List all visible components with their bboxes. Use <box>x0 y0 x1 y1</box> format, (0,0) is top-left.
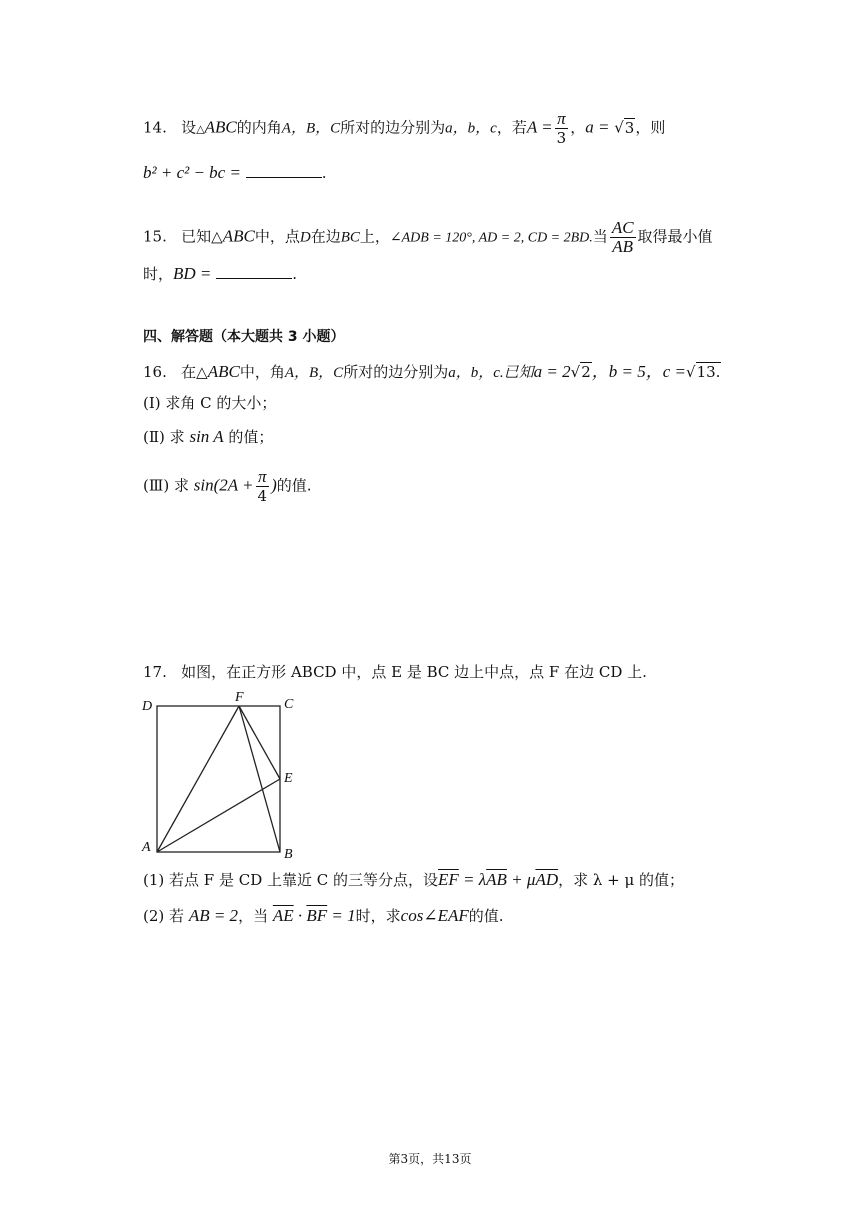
vector-ab: $\overline{AB}$ <box>486 870 507 889</box>
q14-line1: 14. 设△ABC的内角A，B，C所对的边分别为a，b，c，若A = $\frac{\pi}{3}$ ，a = √3，则 <box>143 109 666 147</box>
q15-bc: BC <box>340 229 360 246</box>
q14-cond-a: A = <box>526 117 553 137</box>
q14-text: ，若 <box>496 118 527 137</box>
label-a: A <box>142 840 151 855</box>
q15-bd: BD = <box>173 264 212 283</box>
q17-number: 17. <box>143 663 167 681</box>
q16-part2 <box>143 427 273 447</box>
q17-ab-eq: AB = 2 <box>188 906 239 925</box>
q14-vars: A，B，C <box>281 120 341 137</box>
q14-cond-side: a = <box>585 117 610 137</box>
q16-text: c.已知 <box>493 365 534 381</box>
q15-text: 上， <box>359 227 390 246</box>
segment-af <box>157 706 239 852</box>
q16-c: ，c = <box>645 362 686 381</box>
q15-text: 时， <box>143 265 174 283</box>
vector-ef: $\overline{EF}$ <box>438 870 459 889</box>
q14-expression: b² + c² − bc = <box>143 163 241 182</box>
q16-text: 的值. <box>276 476 312 495</box>
frac-numerator: AC <box>611 218 634 237</box>
frac-denominator: 3 <box>556 129 567 147</box>
q16-text: 所对的边分别为 <box>343 363 449 381</box>
q15-line2 <box>143 264 297 284</box>
q16-vars: A，B，C <box>284 365 344 381</box>
label-f: F <box>235 690 244 705</box>
q17-text: 时，求 <box>355 907 401 925</box>
label-c: C <box>284 697 294 712</box>
frac-numerator: π <box>256 468 270 487</box>
answer-blank[interactable] <box>216 264 292 279</box>
frac-denominator: AB <box>612 237 634 256</box>
section-title: 四、解答题（本大题共 3 小题） <box>143 329 345 345</box>
q16-b: ，b = 5 <box>591 362 646 381</box>
segment-ae <box>157 779 280 852</box>
q15-text: 在边 <box>310 227 341 246</box>
q14-pi-over-3 <box>555 110 569 147</box>
q16-sides: a，b， <box>448 365 494 381</box>
q16-sqrt2: 2 <box>581 363 591 381</box>
q14-line2 <box>143 163 327 183</box>
q17-cos: cos∠EAF <box>400 906 469 925</box>
q15-line1 <box>143 219 713 256</box>
frac-numerator: π <box>555 110 569 129</box>
q16-number: 16. <box>143 363 167 381</box>
period: . <box>292 265 297 283</box>
q16-sin-close: ) <box>271 475 277 495</box>
frac-denominator: 4 <box>257 487 268 505</box>
q16-part3 <box>143 468 312 505</box>
q16-text: (Ⅲ) 求 <box>143 476 189 495</box>
q15-condition: ∠ADB = 120°, AD = 2, CD = 2BD. <box>389 230 593 246</box>
q16-sqrt13: 13. <box>696 363 721 381</box>
q15-text: 中，点 <box>254 227 300 246</box>
q16-sin-expr: sin(2A + <box>193 475 254 495</box>
q17-text: 如图，在正方形 ABCD 中，点 E 是 BC 边上中点，点 F 在边 CD 上. <box>181 663 647 681</box>
vector-ad: $\overline{AD}$ <box>535 870 559 889</box>
q17-part2 <box>143 906 504 926</box>
q17-plus: + μ <box>506 870 536 889</box>
q16-text: 中，角 <box>239 363 285 381</box>
q14-text: 设 <box>181 118 197 137</box>
q15-abc: ABC <box>222 226 255 246</box>
q17-text: ，当 <box>238 907 269 925</box>
q16-pi-over-4 <box>256 468 270 505</box>
q16-text: (Ⅱ) 求 <box>143 428 185 446</box>
vector-ae: $\overline{AE}$ <box>272 906 294 925</box>
q17-eq-one: = 1 <box>327 906 356 925</box>
dot-operator: · <box>293 906 307 925</box>
q15-text: 已知△ <box>181 227 223 246</box>
q14-sqrt3: 3 <box>624 118 635 137</box>
q14-number: 14. <box>143 118 167 137</box>
q16-text: 在△ <box>181 363 208 381</box>
segment-fe <box>239 706 280 779</box>
q15-fraction <box>610 219 636 256</box>
q15-d: D <box>299 229 311 246</box>
q15-number: 15. <box>143 227 167 246</box>
q16-part1: (Ⅰ) 求角 C 的大小； <box>143 394 277 412</box>
q16-text: 的值； <box>228 428 274 446</box>
label-e: E <box>284 771 293 786</box>
q17-text: (2) 若 <box>143 907 185 925</box>
q17-line1 <box>143 662 647 682</box>
q17-text: 的值. <box>468 907 504 925</box>
answer-blank[interactable] <box>246 163 322 178</box>
q15-text: 当 <box>592 227 608 246</box>
label-b: B <box>284 847 293 860</box>
q16-sin-a: sin A <box>189 427 224 446</box>
q17-part1 <box>143 870 684 890</box>
square-figure <box>140 690 310 860</box>
q14-text: 的内角 <box>236 118 282 137</box>
q16-abc: ABC <box>207 362 240 381</box>
segment-fb <box>239 706 280 852</box>
q14-text: ， <box>570 118 586 137</box>
q17-text: (1) 若点 F 是 CD 上靠近 C 的三等分点，设 <box>143 871 439 889</box>
q16-line1: 16. 在△ABC中，角A，B，C所对的边分别为a，b，c.已知a = 2√2，b = 5，c =√13. <box>143 362 721 381</box>
q14-sides: a，b，c <box>445 120 497 137</box>
q17-text: ，求 λ + μ 的值； <box>558 871 685 889</box>
label-d: D <box>142 699 153 714</box>
q14-abc: ABC <box>204 117 237 137</box>
q14-text: ，则 <box>635 118 666 137</box>
q14-text: 所对的边分别为 <box>340 118 446 137</box>
period: . <box>321 164 327 182</box>
square-abcd <box>157 706 280 852</box>
q17-eq: = λ <box>458 870 487 889</box>
q16-a: a = 2 <box>533 362 571 381</box>
triangle-symbol: △ <box>196 122 205 136</box>
page-footer: 第3页，共13页 <box>388 1152 472 1166</box>
q15-text: 取得最小值 <box>637 227 713 246</box>
vector-bf: $\overline{BF}$ <box>306 906 328 925</box>
